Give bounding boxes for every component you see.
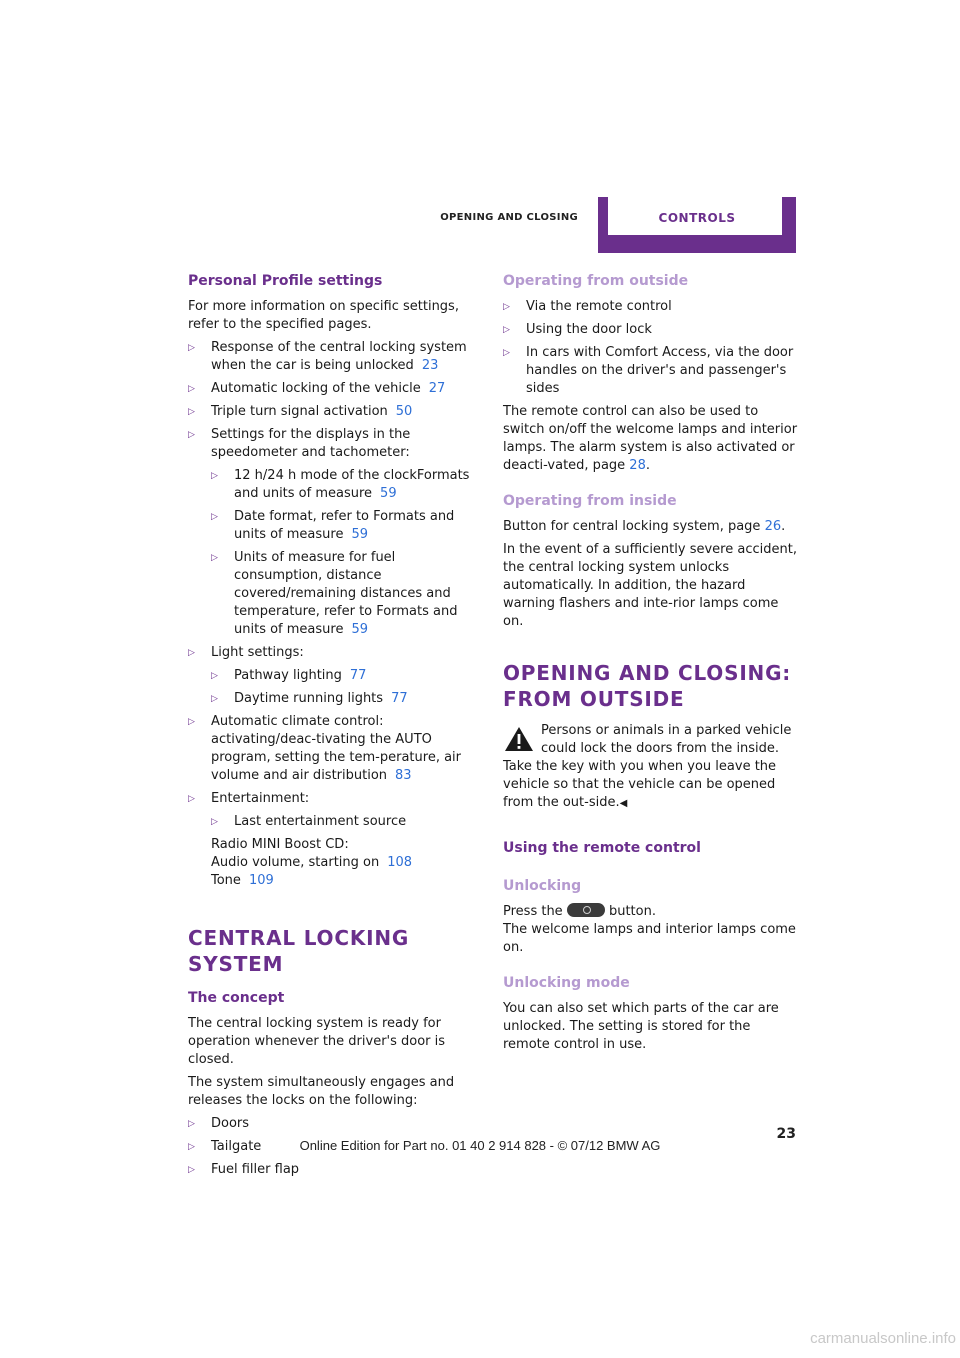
paragraph-end: . [781, 519, 786, 534]
list-item [211, 690, 484, 708]
page-number: 23 [776, 1126, 796, 1142]
profile-intro: For more information on specific settings, refer to the specified pages. [188, 299, 459, 332]
watermark: carmanualsonline.info [810, 1330, 956, 1347]
inside-paragraph-2: In the event of a sufficiently severe accident, the central locking system unlocks automatically. In addition, the hazard warning flashers and inte-rior lamps come on. [503, 542, 797, 629]
outside-list [503, 298, 799, 398]
paragraph-text: The remote control can also be used to switch on/off the welcome lamps and interior lamps. The alarm system is also activated or deacti-vated, page [503, 404, 798, 473]
concept-heading: The concept [188, 990, 285, 1006]
page-ref-link[interactable]: 77 [349, 668, 367, 683]
concept-paragraph-1: The central locking system is ready for operation whenever the driver's door is closed. [188, 1016, 446, 1067]
page-ref-link[interactable]: 27 [428, 381, 446, 396]
display-sublist [211, 467, 484, 639]
unlock-key-icon [567, 903, 605, 917]
item-text: Audio volume, starting on [211, 855, 380, 870]
list-item [188, 380, 484, 398]
list-item [188, 644, 484, 708]
press-line [503, 903, 799, 921]
radio-block [211, 836, 484, 890]
page-ref-link[interactable]: 59 [351, 622, 368, 637]
unlocking-heading: Unlocking [503, 878, 582, 894]
item-text: Settings for the displays in the speedometer and tachometer: [211, 427, 411, 460]
list-item [211, 667, 484, 685]
light-sublist [211, 667, 484, 708]
paragraph-end: . [645, 458, 650, 473]
item-text: Response of the central locking system when the car is being unlocked [211, 340, 467, 373]
item-text: Light settings: [211, 645, 304, 660]
list-item: ▷ Using the door lock [503, 321, 799, 339]
outside-heading: Operating from outside [503, 273, 689, 289]
entertainment-sublist [211, 813, 484, 890]
list-item: ▷ Tailgate [188, 1138, 484, 1156]
page-ref-link[interactable]: 59 [380, 486, 397, 501]
profile-list [188, 339, 484, 890]
chapter-tab-label: CONTROLS [658, 211, 736, 225]
press-before: Press the [503, 904, 563, 919]
right-column [503, 270, 799, 1059]
warning-triangle-icon [503, 724, 535, 754]
list-item [188, 426, 484, 639]
inside-paragraph-1 [503, 518, 799, 536]
locking-heading: CENTRAL LOCKING SYSTEM [188, 926, 410, 976]
opening-heading [503, 660, 799, 712]
opening-heading-line-1: OPENING AND CLOSING: [503, 661, 792, 685]
left-column [188, 270, 484, 1184]
remote-heading: Using the remote control [503, 840, 701, 856]
mode-heading: Unlocking mode [503, 975, 630, 991]
list-item [188, 403, 484, 421]
tone-line [211, 872, 484, 890]
edition-footer: Online Edition for Part no. 01 40 2 914 828 - © 07/12 BMW AG [299, 1138, 661, 1153]
welcome-line: The welcome lamps and interior lamps come on. [503, 922, 796, 955]
page-ref-link[interactable]: 28 [629, 458, 646, 473]
end-mark-icon: ◀ [619, 798, 628, 809]
mode-paragraph: You can also set which parts of the car are unlocked. The setting is stored for the remote control in use. [503, 1001, 779, 1052]
item-text: Units of measure for fuel consumption, distance covered/remaining distances and temperature, refer to Formats and units of measure [234, 550, 458, 637]
item-text: Automatic locking of the vehicle [211, 381, 421, 396]
warning-box [503, 722, 799, 813]
warning-text [503, 722, 799, 813]
item-text: Triple turn signal activation [211, 404, 388, 419]
item-text: Pathway lighting [234, 668, 342, 683]
page-ref-link[interactable]: 50 [395, 404, 413, 419]
section-title: OPENING AND CLOSING [440, 212, 578, 223]
chapter-tab [598, 197, 796, 253]
page-ref-link[interactable]: 77 [391, 691, 408, 706]
list-item [188, 790, 484, 890]
item-text: Tone [211, 873, 241, 888]
item-text: Daytime running lights [234, 691, 384, 706]
list-item: ▷ Via the remote control [503, 298, 799, 316]
page-ref-link[interactable]: 108 [387, 855, 413, 870]
paragraph-text: Button for central locking system, page [503, 519, 761, 534]
page-ref-link[interactable]: 26 [764, 519, 782, 534]
item-text: Automatic climate control: activating/deac-tivating the AUTO program, setting the tem-perature, air volume and air distribution [211, 714, 462, 783]
profile-heading: Personal Profile settings [188, 273, 383, 289]
page-ref-link[interactable]: 83 [395, 768, 412, 783]
list-item [211, 549, 484, 639]
radio-line: Radio MINI Boost CD: [211, 837, 349, 852]
list-item: ▷ Doors [188, 1115, 484, 1133]
list-item: ▷ In cars with Comfort Access, via the door handles on the driver's and passenger's sides [503, 344, 799, 398]
page-ref-link[interactable]: 109 [248, 873, 274, 888]
audio-line [211, 854, 484, 872]
item-text: Date format, refer to Formats and units of measure [234, 509, 455, 542]
outside-paragraph [503, 403, 799, 475]
warning-body: Persons or animals in a parked vehicle could lock the doors from the inside. Take the key with you when you leave the vehicle so that the vehicle can be opened from the out-side. [503, 723, 792, 810]
list-item [211, 508, 484, 544]
list-item [188, 339, 484, 375]
list-item [211, 813, 484, 831]
item-text: 12 h/24 h mode of the clockFormats and units of measure [234, 468, 470, 501]
press-after: button. [608, 904, 656, 919]
list-item [188, 713, 484, 785]
list-item [211, 467, 484, 503]
concept-paragraph-2: The system simultaneously engages and releases the locks on the following: [188, 1075, 455, 1108]
opening-heading-line-2: FROM OUTSIDE [503, 687, 685, 711]
item-text: Entertainment: [211, 791, 310, 806]
page-ref-link[interactable]: 59 [351, 527, 368, 542]
inside-heading: Operating from inside [503, 493, 677, 509]
item-text: Last entertainment source [234, 814, 407, 829]
list-item: ▷ Fuel filler flap [188, 1161, 484, 1179]
page-ref-link[interactable]: 23 [421, 358, 439, 373]
